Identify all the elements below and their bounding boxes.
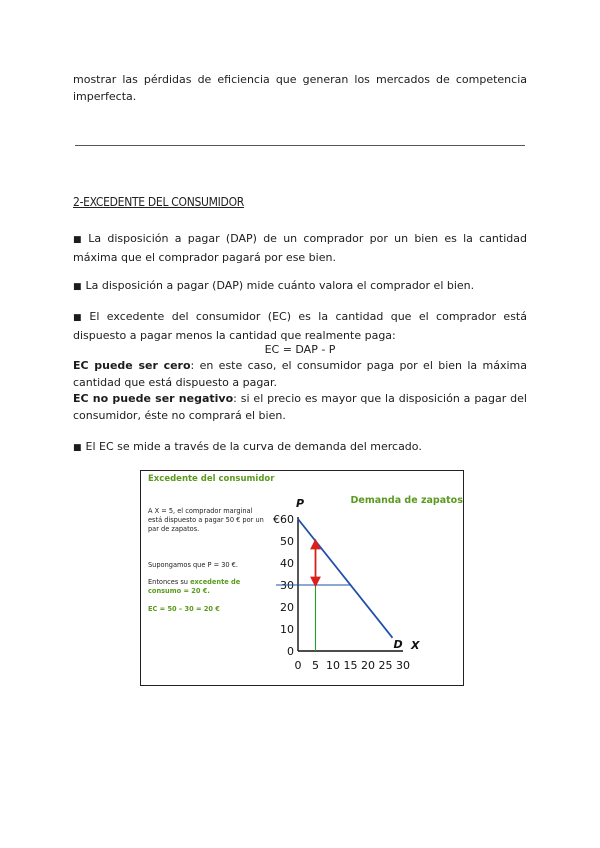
bullet-icon: ■ (73, 235, 85, 245)
section-title: 2-EXCEDENTE DEL CONSUMIDOR (73, 195, 244, 209)
bullet-text: El excedente del consumidor (EC) es la cantidad que el comprador está dispuesto a pagar menos la cantidad que realmente paga: (73, 310, 527, 342)
demand-curve (298, 519, 393, 638)
chart-title: Demanda de zapatos (350, 495, 463, 506)
y-tick-label: 40 (280, 557, 294, 570)
figure-consumer-surplus (140, 470, 464, 686)
bullet-1 (73, 230, 527, 266)
y-tick-label: 10 (280, 623, 294, 636)
intro-text: mostrar las pérdidas de eficiencia que generan los mercados de competencia imperfecta. (73, 73, 527, 103)
figure-text-3-pre: Entonces su (148, 578, 191, 586)
bullet-3 (73, 308, 527, 344)
note-text: : en este caso, el consumidor paga por el bien la máxima cantidad que está dispuesto a pagar. (73, 359, 527, 389)
note-ec-cero (73, 357, 527, 391)
x-tick-label: 10 (326, 659, 340, 672)
figure-text-2: Supongamos que P = 30 €. (148, 561, 238, 569)
note-text: : si el precio es mayor que la disposición a pagar del consumidor, éste no comprará el bien. (73, 392, 527, 422)
figure-text-1: A X = 5, el comprador marginal está dispuesto a pagar 50 € por un par de zapatos. (148, 507, 264, 533)
x-axis-label: X (411, 639, 420, 652)
y-tick-label: 50 (280, 535, 294, 548)
bullet-text: La disposición a pagar (DAP) de un comprador por un bien es la cantidad máxima que el comprador pagará por ese bien. (73, 232, 527, 264)
intro-paragraph (73, 71, 527, 105)
y-tick-label: 0 (287, 645, 294, 658)
figure-text-3 (148, 578, 268, 596)
bullet-icon: ■ (73, 282, 82, 292)
bullet-text: La disposición a pagar (DAP) mide cuánto valora el comprador el bien. (85, 279, 475, 292)
y-tick-label: 30 (280, 579, 294, 592)
bullet-4 (73, 438, 527, 457)
x-tick-label: 25 (378, 659, 393, 672)
note-bold: EC no puede ser negativo (73, 392, 234, 405)
bullet-icon: ■ (73, 443, 82, 453)
bullet-icon: ■ (73, 313, 86, 323)
formula: EC = DAP - P (264, 343, 336, 356)
x-tick-label: 0 (294, 659, 302, 672)
x-tick-label: 30 (396, 659, 410, 672)
divider (75, 145, 525, 146)
bullet-text: El EC se mide a través de la curva de demanda del mercado. (85, 440, 422, 453)
figure-title: Excedente del consumidor (148, 474, 275, 484)
y-tick-label: 20 (280, 601, 294, 614)
y-tick-label: €60 (273, 513, 294, 526)
demand-curve-label: D (393, 637, 403, 651)
figure-text-4: EC = 50 – 30 = 20 € (148, 605, 220, 613)
y-axis-label: P (296, 497, 305, 510)
note-ec-negativo (73, 390, 527, 424)
figure-text-3-green: excedente de consumo = 20 €. (148, 578, 241, 595)
x-tick-label: 15 (343, 659, 358, 672)
bullet-2 (73, 277, 527, 296)
note-bold: EC puede ser cero (73, 359, 191, 372)
x-tick-label: 20 (361, 659, 375, 672)
x-tick-label: 5 (312, 659, 319, 672)
